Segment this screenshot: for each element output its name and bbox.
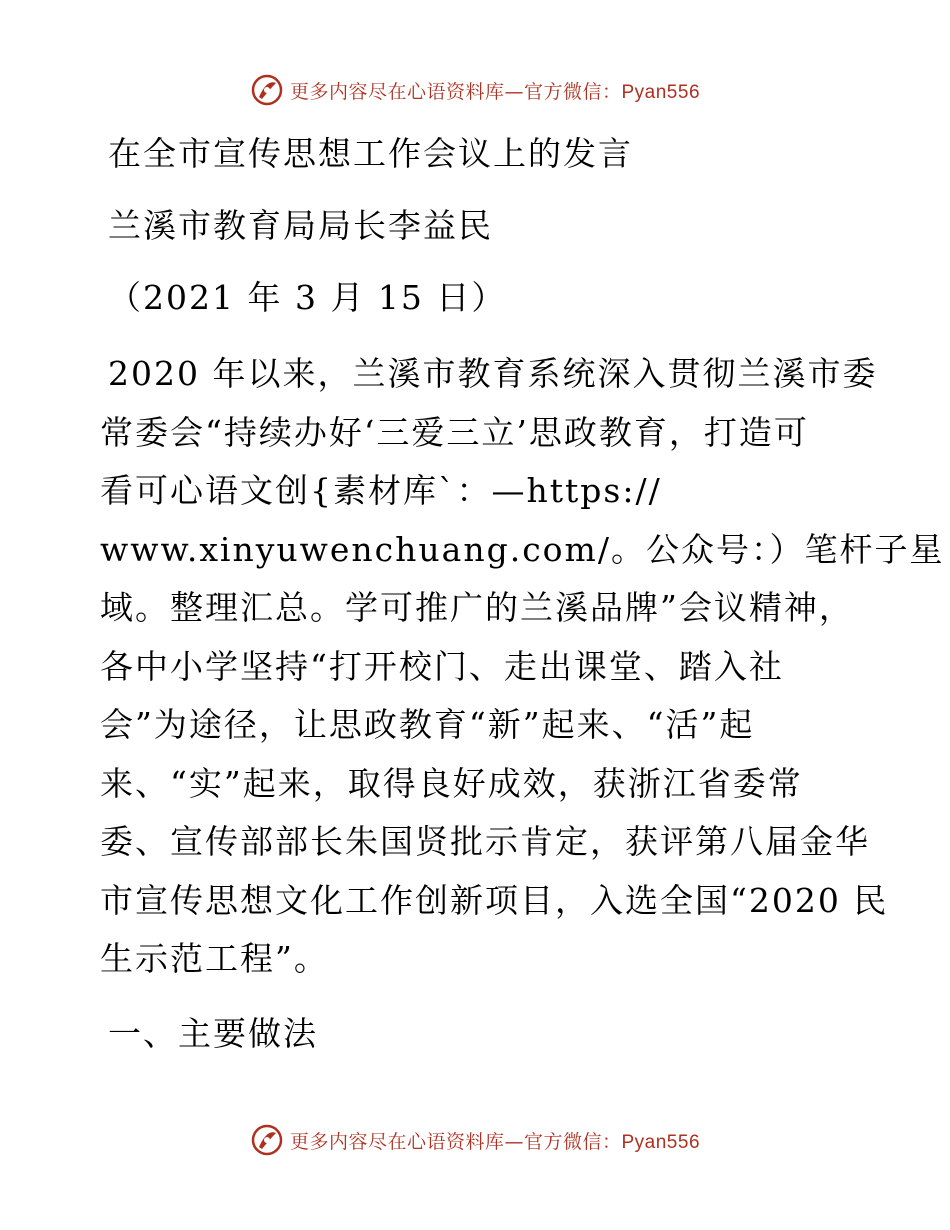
paragraph-line: 市宣传思想文化工作创新项目，入选全国“2020 民 [100,880,889,920]
watermark-wechat-id: Pyan556 [621,1131,701,1153]
paragraph-line: 常委会“持续办好‘三爱三立’思政教育，打造可 [100,412,809,452]
paragraph-line: 委、宣传部部长朱国贤批示肯定，获评第八届金华 [100,822,870,861]
brand-logo-icon [250,73,284,107]
watermark-caption: 更多内容尽在心语资料库—官方微信： [289,1130,622,1153]
body-paragraph [100,345,950,989]
watermark-wechat-id: Pyan556 [621,81,701,103]
paragraph-line: www.xinyuwenchuang.com/。公众号：）笔杆子星 [100,529,945,569]
paragraph-line: 会”为途径，让思政教育“新”起来、“活”起 [100,705,755,744]
paragraph-line: 生示范工程”。 [100,939,329,978]
document-date: （2021 年 3 月 15 日） [108,278,507,317]
footer-watermark [0,1120,950,1160]
watermark-text [290,1127,700,1154]
document-title: 在全市宣传思想工作会议上的发言 [108,134,633,173]
watermark-caption: 更多内容尽在心语资料库—官方微信： [289,80,622,103]
paragraph-line: 来、“实”起来，取得良好成效，获浙江省委常 [100,763,803,803]
brand-logo-icon [250,1123,284,1157]
paragraph-line: 域。整理汇总。学可推广的兰溪品牌”会议精神， [100,588,854,627]
paragraph-line: 各中小学坚持“打开校门、走出课堂、踏入社 [100,646,784,686]
paragraph-line: 看可心语文创{素材库`：—https:// [100,471,662,510]
paragraph-line: 2020 年以来，兰溪市教育系统深入贯彻兰溪市委 [108,354,878,393]
section-heading: 一、主要做法 [108,1014,318,1053]
header-watermark [0,70,950,110]
document-author: 兰溪市教育局局长李益民 [108,206,493,245]
watermark-text [290,77,700,104]
